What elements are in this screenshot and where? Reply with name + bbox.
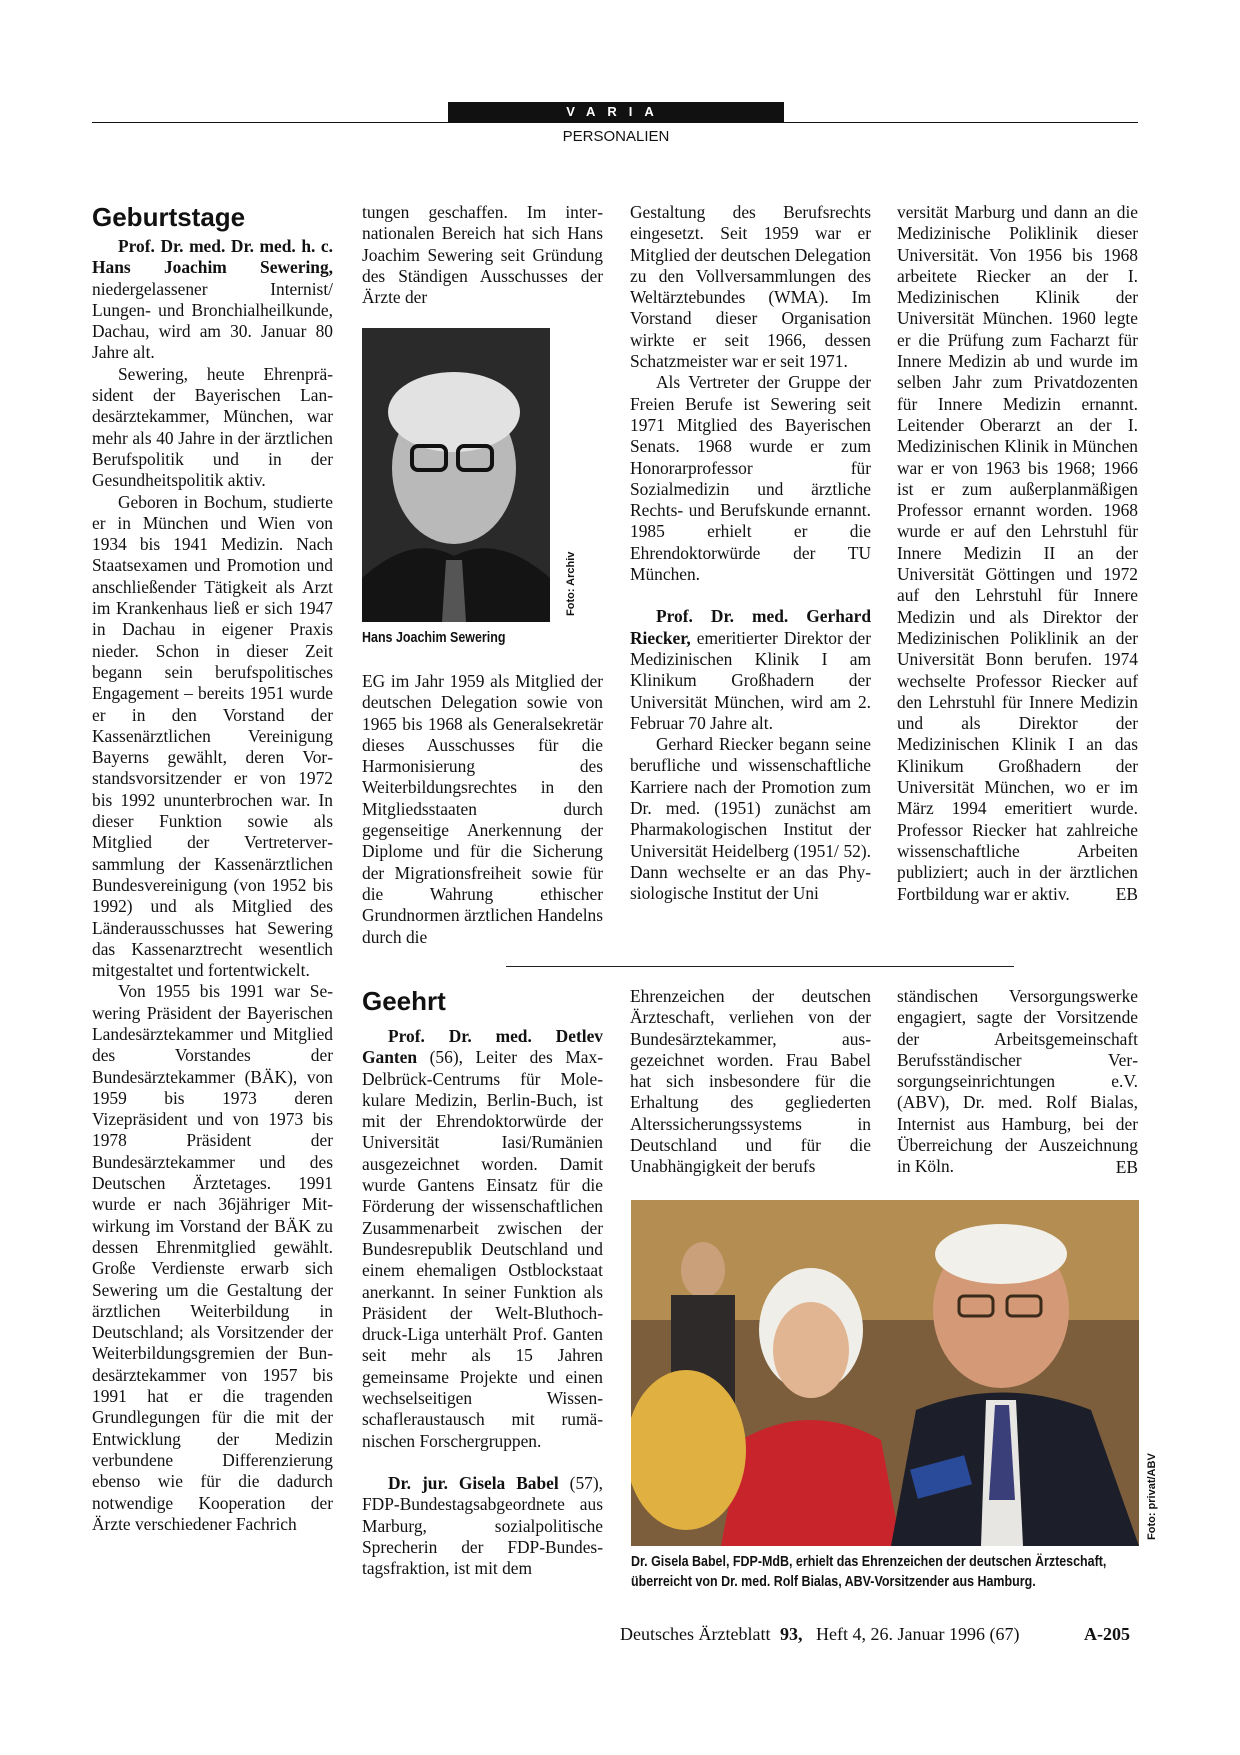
paragraph-text: Von 1955 bis 1991 war Sewering Präsident der Bayerischen Landesärztekammer und Mitglied des Vorstandes der Bundesärztekammer (BÄK), von 1959 bis 1973 deren Vizepräsident und von 1973 bis 1978 Präsident der Bundesärztekammer und des Deutschen Ärztetages. 1991 wurde er nach 36jähriger Mitwirkung im Vorstand der BÄK zu dessen Ehrenmitglied gewählt. Große Verdienste erwarb sich Sewering um die Gestaltung der ärztlichen Weiterbildung in Deutschland; als Vorsitzender der Weiterbildungsgremien der Bundesärztekammer von 1957 bis 1991 hat er die tragenden Grundlegungen für die mit der Entwicklung der Medizin verbundene Differenzierung ebenso wie für die dadurch notwendige Kooperation der Ärzte verschiedener Fachrich: [92, 981, 333, 1534]
photo-caption-sewering: Hans Joachim Sewering: [362, 630, 506, 646]
portrait-photo-sewering: [362, 328, 550, 622]
article-column-2-top: [362, 202, 603, 308]
paragraph: ständischen Versorgungswerke engagiert, sagte der Vorsitzende der Arbeitsgemeinschaft Berufsständischer Versorgungseinrichtungen e.V. (ABV), Dr. med. Rolf Bialas, Internist aus Hamburg, bei der Überreichung der Auszeichnung in Köln.: [897, 986, 1138, 1177]
section-banner: VARIA: [448, 102, 784, 122]
paragraph: versität Marburg und dann an die Medizinische Poliklinik dieser Universität. Von 1956 bis 1968 arbeitete Riecker an der I. Medizinischen Klinik der Universität München. 1960 legte er die Prüfung zum Facharzt für Innere Medizin ab und wurde im selben Jahr zum Privatdozenten für Innere Medizin ernannt. Leitender Oberarzt an der I. Medizinischen Klinik in München war er von 1963 bis 1968; 1966 ist er zum außerplanmäßigen Professor ernannt worden. 1968 wurde er auf den Lehrstuhl für Innere Medizin II an der Universität Göttingen und 1972 auf den Lehrstuhl für Innere Medizin und als Direktor der Medizinischen Poliklinik an der Universität Bonn berufen. 1974 wechselte Professor Riecker auf den Lehrstuhl für Innere Medizin und als Direktor der Medizinischen Klinik I an das Klinikum Großhadern der Universität München, wo er im März 1994 emeritiert wurde. Professor Riecker hat zahlreiche wissenschaftliche Arbeiten publiziert; auch in der ärztlichen Fortbildung war er aktiv.: [897, 202, 1138, 904]
award-photo-babel-bialas: [631, 1200, 1139, 1546]
paragraph: [630, 606, 871, 734]
paragraph-text: Als Vertreter der Gruppe der Freien Berufe ist Sewering seit 1971 Mitglied des Bayerischen Senats. 1968 wurde er zum Honorarprofessor für Sozialmedizin und ärztliche Rechts- und Berufskunde ernannt. 1985 erhielt er die Ehrendoktorwürde der TU München.: [630, 372, 871, 585]
paragraph-text: (57), FDP-Bundestagsabgeordnete aus Marburg, sozialpolitische Sprecherin der FDP-Bundestagsfraktion, ist mit dem: [362, 1472, 603, 1579]
person-name: Prof. Dr. med. Dr. med. h. c. Hans Joachim Sewering,: [92, 236, 333, 278]
paragraph: [630, 202, 871, 372]
paragraph-text: Sewering, heute Ehrenpräsident der Bayerischen Landesärztekammer, München, war mehr als 40 Jahre in der ärztlichen Berufspolitik und in der Gesundheitspolitik aktiv.: [92, 363, 333, 491]
paragraph: Ehrenzeichen der deutschen Ärzteschaft, verliehen von der Bundesärztekammer, ausgezeichnet worden. Frau Babel hat sich insbesondere für die Erhaltung des gegliederten Alterssicherungssystems in Deutschland und für die Unabhängigkeit der berufs: [630, 986, 871, 1177]
article-geehrt-column-3: [630, 986, 871, 1178]
footer-issue: Heft 4, 26. Januar 1996 (67): [816, 1624, 1020, 1644]
article-geehrt-column-2: [362, 1026, 603, 1579]
article-column-1: [92, 236, 333, 1535]
article-column-2-bottom: [362, 671, 603, 948]
paragraph: [630, 372, 871, 585]
paragraph: [630, 734, 871, 904]
paragraph: [92, 492, 333, 982]
paragraph: [362, 1473, 603, 1579]
header-rule: [92, 122, 1138, 123]
footer-volume: 93,: [780, 1624, 803, 1644]
paragraph: [92, 364, 333, 492]
article-column-4: [897, 202, 1138, 905]
paragraph: EG im Jahr 1959 als Mitglied der deutschen Delegation sowie von 1965 bis 1968 als Generalsekretär dieses Ausschusses für die Harmonisierung des Weiterbildungsrechtes in den Mitgliedsstaaten durch gegenseitige Anerkennung der Diplome und für die Sicherung der Migrationsfreiheit sowie für die Wahrung ethischer Grundnormen ärztlichen Handelns durch die: [362, 671, 603, 947]
article-column-3: [630, 202, 871, 905]
article-geehrt-column-4: [897, 986, 1138, 1178]
person-name: Prof. Dr. med. Detlev Ganten: [362, 1026, 603, 1068]
paragraph-text: emeritierter Direktor der Medizinischen Klinik I am Klinikum Großhadern der Universität München, wird am 2. Februar 70 Jahre alt.: [630, 627, 871, 733]
paragraph: [92, 981, 333, 1535]
photo-credit-babel: Foto: privat/ABV: [1146, 1453, 1158, 1540]
author-signature: EB: [1115, 1156, 1138, 1177]
photo-caption-babel: Dr. Gisela Babel, FDP-MdB, erhielt das Ehrenzeichen der deutschen Ärzteschaft, überreicht von Dr. med. Rolf Bialas, ABV-Vorsitzender aus Hamburg.: [631, 1554, 1107, 1590]
paragraph-text: Geboren in Bochum, studierte er in München und Wien von 1934 bis 1941 Medizin. Nach Staatsexamen und Promotion und anschließender Tätigkeit als Arzt im Krankenhaus ließ er sich 1947 in Dachau in eigener Praxis nieder. Schon in dieser Zeit begann sein berufspolitisches Engagement – bereits 1951 wurde er in den Vorstand der Kassenärztlichen Vereinigung Bayerns gewählt, deren Vorstandsvorsitzender er von 1972 bis 1992 ununterbrochen war. In dieser Funktion sowie als Mitglied der Vertreterversammlung der Kassenärztlichen Bundesvereinigung (von 1952 bis 1992) und als Mitglied des Länderausschusses hat Sewering das Kassenarztrecht wesentlich mitgestaltet und fortentwickelt.: [92, 491, 333, 981]
paragraph-text: Gerhard Riecker begann seine berufliche und wissenschaftliche Karriere nach der Promotion zum Dr. med. (1951) zunächst am Pharmakologischen Institut der Universität Heidelberg (1951/ 52). Dann wechselte er an das Physiologische Institut der Uni: [630, 734, 871, 904]
footer-journal: Deutsches Ärzteblatt: [620, 1624, 771, 1644]
photo-credit-sewering: Foto: Archiv: [565, 551, 577, 616]
paragraph-text: (56), Leiter des Max-Delbrück-Centrums für Molekulare Medizin, Berlin-Buch, ist mit der Ehrendoktorwürde der Universität Iasi/Rumänien ausgezeichnet worden. Damit wurde Gantens Einsatz für die Förderung der wissenschaftlichen Zusammenarbeit zwischen der Bundesrepublik Deutschland und einem ehemaligen Ostblockstaat anerkannt. In seiner Funktion als Präsident der Welt-Bluthochdruck-Liga unterhält Prof. Ganten seit mehr als 15 Jahren gemeinsame Projekte und einen wechselseitigen Wissenschafleraustausch mit rumänischen Forschergruppen.: [362, 1047, 603, 1451]
footer-page-number: A-205: [1084, 1624, 1130, 1644]
heading-geehrt: Geehrt: [362, 986, 446, 1016]
person-name: Dr. jur. Gisela Babel: [388, 1472, 559, 1493]
heading-geburtstage: Geburtstage: [92, 202, 246, 232]
author-signature: EB: [1115, 883, 1138, 904]
section-divider: [506, 966, 1014, 967]
paragraph: tungen geschaffen. Im internationalen Bereich hat sich Hans Joachim Sewering seit Gründung des Ständigen Ausschusses der Ärzte der: [362, 202, 603, 308]
paragraph-text: Gestaltung des Berufsrechts eingesetzt. Seit 1959 war er Mitglied der deutschen Delegation zu den Vollversammlungen des Weltärztebundes (WMA). Im Vorstand dieser Organisation wirkte er seit 1966, dessen Schatzmeister war er seit 1971.: [630, 202, 871, 372]
paragraph: [92, 236, 333, 364]
paragraph: [362, 1026, 603, 1452]
section-subtitle: PERSONALIEN: [562, 128, 670, 145]
person-name: Prof. Dr. med. Gerhard Riecker,: [630, 606, 871, 648]
paragraph-text: niedergelassener Internist/ Lungen- und Bronchialheilkunde, Dachau, wird am 30. Januar 80 Jahre alt.: [92, 278, 333, 363]
